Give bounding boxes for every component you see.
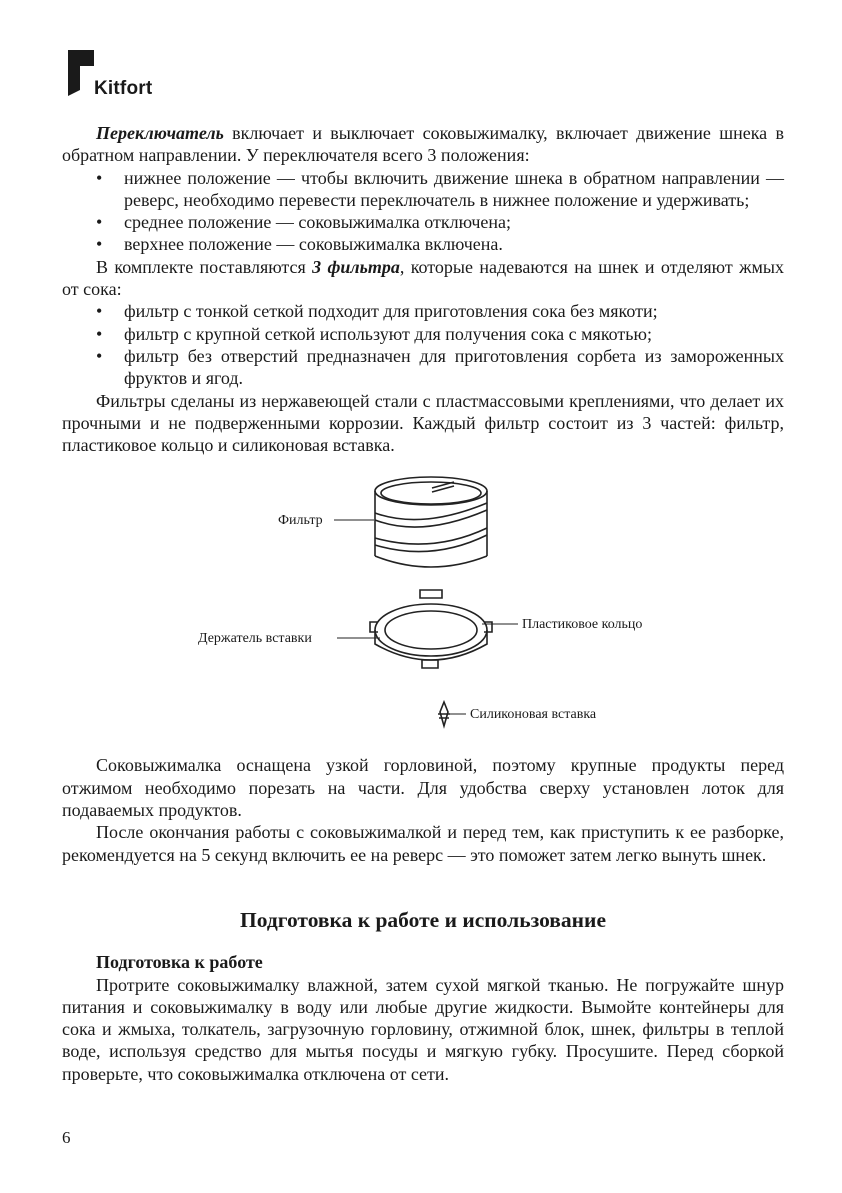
paragraph-filter-material: Фильтры сделаны из нержавеющей стали с пластмассовыми креплениями, что делает их прочными и не подверженными коррозии. Каждый фильтр состоит из 3 частей: фильтр, пластиковое кольцо и силиконовая вставка. — [62, 390, 784, 456]
brand-name: Kitfort — [94, 78, 153, 99]
paragraph-narrow-neck: Соковыжималка оснащена узкой горловиной, поэтому крупные продукты перед отжимом необходимо порезать на части. Для удобства сверху установлен лоток для подаваемых продуктов. — [62, 755, 784, 821]
term-switch: Переключатель — [96, 123, 224, 143]
paragraph-filters: В комплекте поставляются 3 фильтра, которые надеваются на шнек и отделяют жмых от сока: — [62, 256, 784, 300]
paragraph-preparation: Протрите соковыжималку влажной, затем сухой мягкой тканью. Не погружайте шнур питания и соковыжималку в воду или любые другие жидкости. Вымойте контейнеры для сока и жмыха, толкатель, загрузочную горловину, отжимной блок, шнек, фильтры в теплой воде, используя средство для мытья посуды и мягкую губку. Просушите. Перед сборкой проверьте, что соковыжималка отключена от сети. — [62, 974, 784, 1084]
list-item: • фильтр с тонкой сеткой подходит для приготовления сока без мякоти; — [62, 300, 784, 322]
filter-diagram — [62, 468, 784, 754]
list-item: • фильтр без отверстий предназначен для приготовления сорбета из замороженных фруктов и ягод. — [62, 345, 784, 390]
term-filters: 3 фильтра — [312, 256, 400, 277]
paragraph-reverse-tip: После окончания работы с соковыжималкой и перед тем, как приступить к ее разборке, рекомендуется на 5 секунд включить ее на реверс — это поможет затем легко вынуть шнек. — [62, 822, 784, 865]
page-content — [62, 122, 784, 1085]
list-item: • фильтр с крупной сеткой используют для получения сока с мякотью; — [62, 323, 784, 345]
switch-positions-list — [62, 167, 784, 256]
filter-parts-illustration — [62, 468, 784, 754]
paragraph-switch: Переключатель включает и выключает соковыжималку, включает движение шнека в обратном направлении. У переключателя всего 3 положения: — [62, 123, 784, 166]
label-filter: Фильтр — [278, 513, 323, 529]
label-plastic-ring: Пластиковое кольцо — [522, 617, 643, 633]
label-silicone-insert: Силиконовая вставка — [470, 707, 597, 723]
subsection-heading: Подготовка к работе — [96, 952, 263, 973]
filters-list — [62, 300, 784, 389]
section-heading: Подготовка к работе и использование — [240, 907, 606, 932]
label-insert-holder: Держатель вставки — [198, 631, 312, 647]
brand-logo — [68, 50, 178, 100]
page-number: 6 — [62, 1128, 71, 1147]
list-item: • среднее положение — соковыжималка отключена; — [62, 211, 784, 233]
list-item: • верхнее положение — соковыжималка включена. — [62, 233, 784, 255]
list-item: • нижнее положение — чтобы включить движение шнека в обратном направлении — реверс, необходимо перевести переключатель в нижнее положение и удерживать; — [62, 167, 784, 212]
